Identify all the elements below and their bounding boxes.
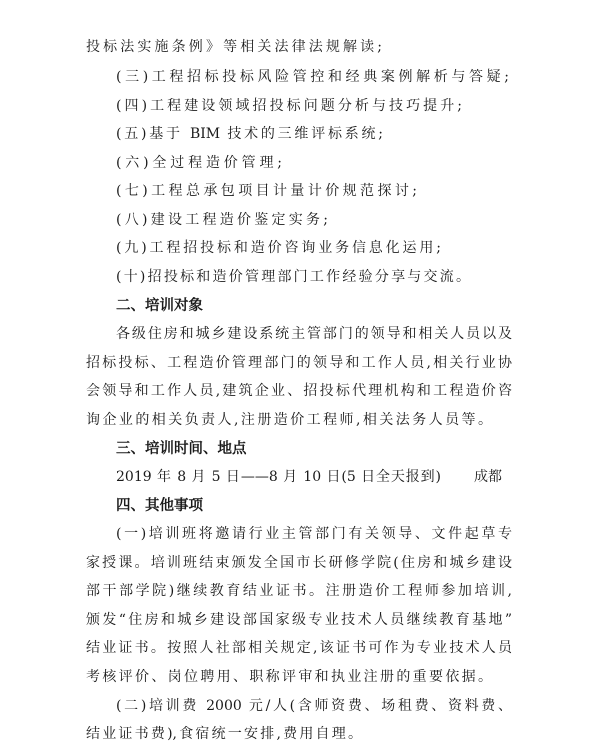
paragraph-line: 招标投标、工程造价管理部门的领导和工作人员,相关行业协: [86, 355, 512, 371]
section-heading-3: 三、培训时间、地点: [116, 441, 247, 457]
paragraph-line: 会领导和工作人员,建筑企业、招投标代理机构和工程造价咨: [86, 383, 512, 399]
training-date: 2019 年 8 月 5 日——8 月 10 日(5 日全天报到): [116, 469, 441, 485]
section-heading-4: 四、其他事项: [116, 498, 203, 514]
paragraph-line: (二)培训费 2000 元/人(含师资费、场租费、资料费、: [116, 698, 512, 714]
paragraph-line: (一)培训班将邀请行业主管部门有关领导、文件起草专: [116, 526, 512, 542]
list-item-6: (六)全过程造价管理;: [116, 155, 282, 171]
paragraph-line: 考核评价、岗位聘用、职称评审和执业注册的重要依据。: [86, 669, 492, 685]
list-item-7: (七)工程总承包项目计量计价规范探讨;: [116, 183, 417, 199]
list-item-5: (五)基于 BIM 技术的三维评标系统;: [116, 126, 383, 142]
list-item-10: (十)招投标和造价管理部门工作经验分享与交流。: [116, 269, 470, 285]
paragraph-line: 家授课。培训班结束颁发全国市长研修学院(住房和城乡建设: [86, 555, 512, 571]
list-item-3: (三)工程招标投标风险管控和经典案例解析与答疑;: [116, 69, 509, 85]
paragraph-line: 结业证书费),食宿统一安排,费用自理。: [86, 726, 362, 742]
list-item-8: (八)建设工程造价鉴定实务;: [116, 212, 328, 228]
list-item-9: (九)工程招投标和造价咨询业务信息化运用;: [116, 240, 441, 256]
section-heading-2: 二、培训对象: [116, 298, 203, 314]
paragraph-line: 结业证书。按照人社部相关规定,该证书可作为专业技术人员: [86, 640, 512, 656]
paragraph-line: 投标法实施条例》等相关法律法规解读;: [86, 39, 382, 55]
paragraph-line: 询企业的相关负责人,注册造价工程师,相关法务人员等。: [86, 412, 492, 428]
training-location: 成都: [474, 469, 502, 485]
paragraph-line: 各级住房和城乡建设系统主管部门的领导和相关人员以及: [116, 326, 512, 342]
list-item-4: (四)工程建设领域招投标问题分析与技巧提升;: [116, 98, 462, 114]
paragraph-line: 部干部学院)继续教育结业证书。注册造价工程师参加培训,: [86, 583, 512, 599]
paragraph-line: 颁发“住房和城乡建设部国家级专业技术人员继续教育基地”: [86, 612, 512, 628]
